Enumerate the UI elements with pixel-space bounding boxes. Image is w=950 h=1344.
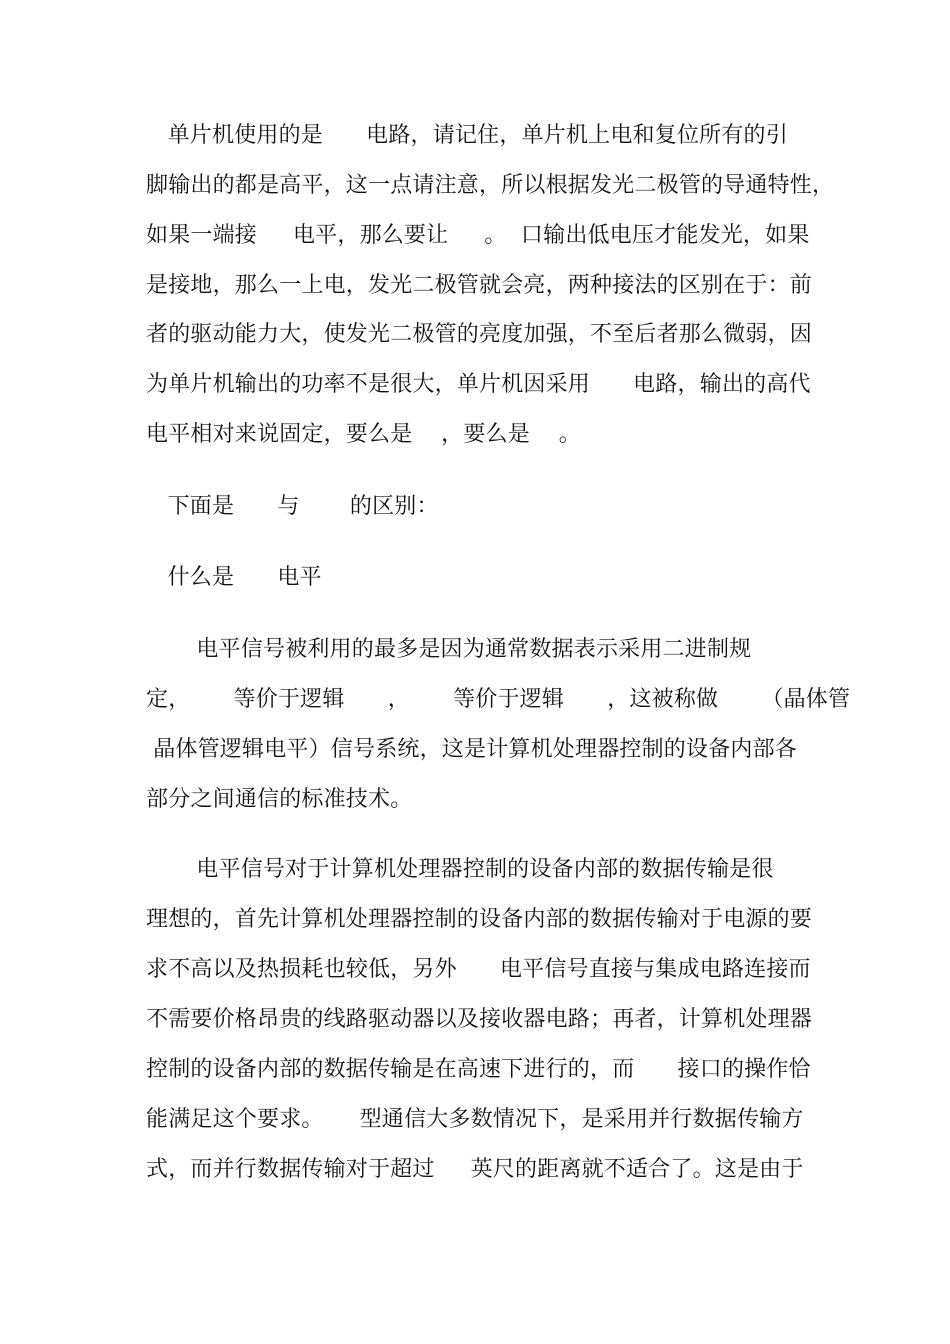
paragraph-3-line-1: 电平信号对于计算机处理器控制的设备内部的数据传输是很 — [146, 857, 774, 882]
paragraph-2-line-2: 定， 等价于逻辑 ， 等价于逻辑 ，这被称做 （晶体管 — [146, 687, 851, 712]
paragraph-1-line-5: 者的驱动能力大，使发光二极管的亮度加强，不至后者那么微弱，因 — [146, 322, 813, 347]
section-intro-line: 下面是 与 的区别： — [146, 494, 439, 519]
paragraph-3-line-3: 求不高以及热损耗也较低，另外 电平信号直接与集成电路连接而 — [146, 957, 811, 982]
paragraph-1-line-4: 是接地，那么一上电，发光二极管就会亮，两种接法的区别在于：前 — [146, 273, 813, 298]
paragraph-2-line-1: 电平信号被利用的最多是因为通常数据表示采用二进制规 — [146, 637, 752, 662]
paragraph-1-line-2: 脚输出的都是高平，这一点请注意，所以根据发光二极管的导通特性， — [146, 173, 835, 198]
paragraph-1-line-3: 如果一端接 电平，那么要让 。 口输出低电压才能发光，如果 — [146, 223, 810, 248]
paragraph-2-line-3: 晶体管逻辑电平）信号系统，这是计算机处理器控制的设备内部各 — [146, 737, 797, 762]
paragraph-3-line-2: 理想的，首先计算机处理器控制的设备内部的数据传输对于电源的要 — [146, 907, 813, 932]
paragraph-3-line-6: 能满足这个要求。 型通信大多数情况下，是采用并行数据传输方 — [146, 1107, 804, 1132]
paragraph-3-line-5: 控制的设备内部的数据传输是在高速下进行的，而 接口的操作恰 — [146, 1057, 811, 1082]
paragraph-3-line-4: 不需要价格昂贵的线路驱动器以及接收器电路；再者，计算机处理器 — [146, 1007, 813, 1032]
paragraph-1-line-1: 单片机使用的是 电路，请记住，单片机上电和复位所有的引 — [146, 123, 788, 148]
paragraph-3-line-7: 式，而并行数据传输对于超过 英尺的距离就不适合了。这是由于 — [146, 1157, 804, 1182]
section-heading: 什么是 电平 — [146, 565, 322, 590]
paragraph-2-line-4: 部分之间通信的标准技术。 — [146, 787, 413, 812]
paragraph-1-line-7: 电平相对来说固定，要么是 ，要么是 。 — [146, 422, 581, 447]
paragraph-1-line-6: 为单片机输出的功率不是很大，单片机因采用 电路，输出的高代 — [146, 372, 811, 397]
